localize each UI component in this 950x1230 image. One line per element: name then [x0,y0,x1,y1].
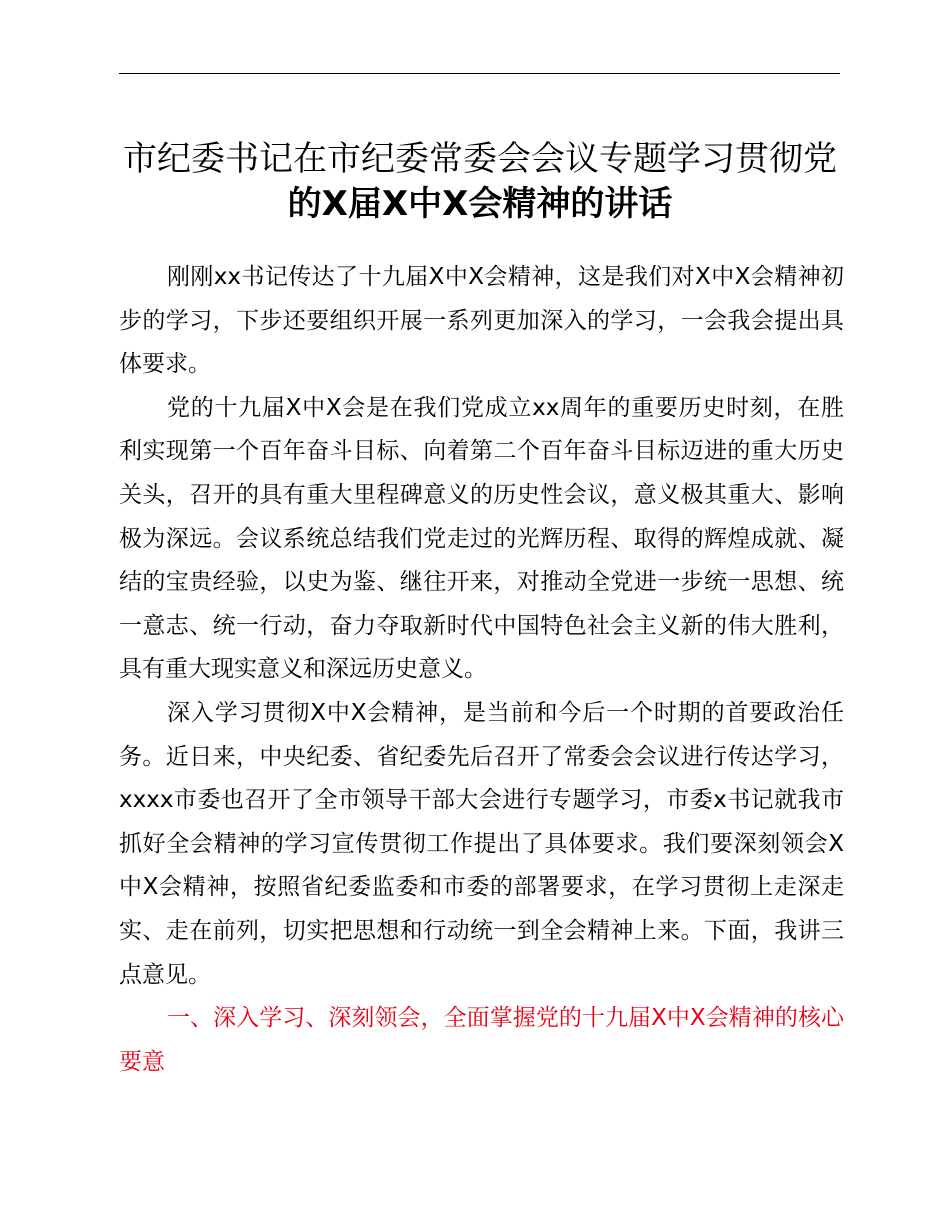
paragraph-3: 深入学习贯彻X中X会精神，是当前和今后一个时期的首要政治任务。近日来，中央纪委、省纪委先后召开了常委会会议进行传达学习，xxxx市委也召开了全市领导干部大会进行专题学习，市委x书记就我市抓好全会精神的学习宣传贯彻工作提出了具体要求。我们要深刻领会X中X会精神，按照省纪委监委和市委的部署要求，在学习贯彻上走深走实、走在前列，切实把思想和行动统一到全会精神上来。下面，我讲三点意见。 [119,699,844,988]
title-line-1: 市纪委书记在市纪委常委会会议专题学习贯彻党 [123,139,837,179]
title-line-2: 的X届X中X会精神的讲话 [287,184,673,224]
document-body [119,256,844,1084]
document-title [112,137,848,227]
header-rule [119,73,840,74]
paragraph-2: 党的十九届X中X会是在我们党成立xx周年的重要历史时刻，在胜利实现第一个百年奋斗目标、向着第二个百年奋斗目标迈进的重大历史关头，召开的具有重大里程碑意义的历史性会议，意义极其重大、影响极为深远。会议系统总结我们党走过的光辉历程、取得的辉煌成就、凝结的宝贵经验，以史为鉴、继往开来，对推动全党进一步统一思想、统一意志、统一行动，奋力夺取新时代中国特色社会主义新的伟大胜利，具有重大现实意义和深远历史意义。 [119,394,844,683]
paragraph-1: 刚刚xx书记传达了十九届X中X会精神，这是我们对X中X会精神初步的学习，下步还要组织开展一系列更加深入的学习，一会我会提出具体要求。 [119,264,844,378]
section-heading: 一、深入学习、深刻领会，全面掌握党的十九届X中X会精神的核心要意 [119,1005,844,1075]
